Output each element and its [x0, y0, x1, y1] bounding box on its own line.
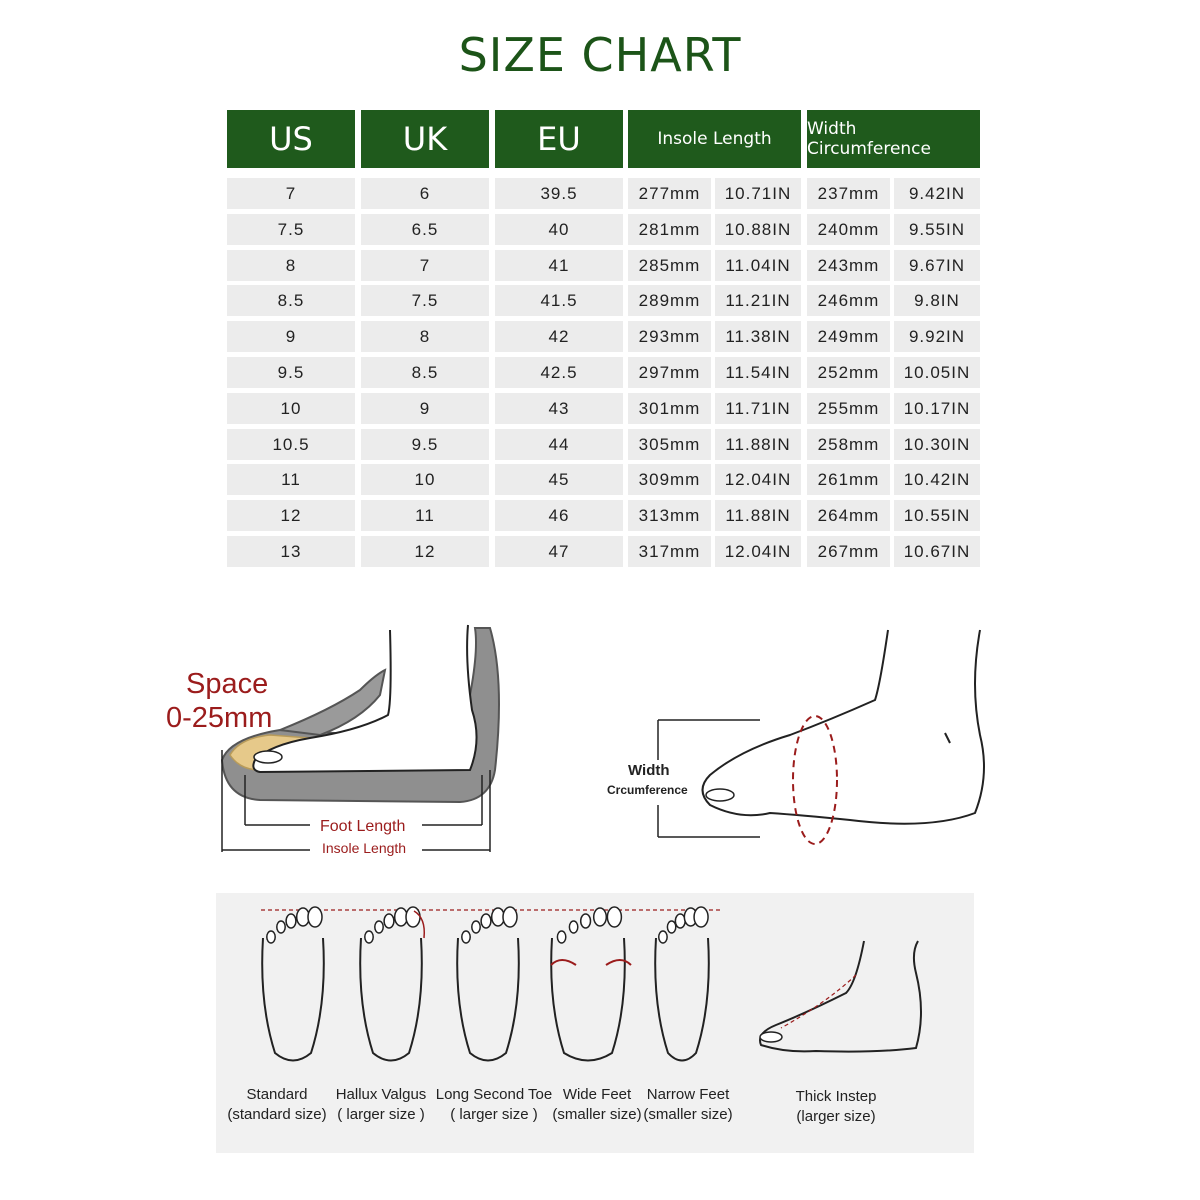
foot-type-note: (larger size): [796, 1108, 876, 1125]
insole-length-label: Insole Length: [322, 840, 407, 856]
circumference-label: Crcumference: [607, 783, 688, 797]
toe-shape: [286, 914, 296, 928]
foot-type-note: (smaller size): [552, 1106, 642, 1123]
foot-side-outline: [703, 630, 985, 824]
thick-instep-foot: [760, 941, 921, 1052]
foot-type-name: Wide Feet: [562, 1086, 632, 1103]
table-cell-insole-in: 11.04IN: [715, 250, 801, 281]
table-cell-insole-mm: 285mm: [628, 250, 711, 281]
width-label: Width: [628, 762, 670, 779]
table-cell-width-in: 9.55IN: [894, 214, 980, 245]
wide-arrow-right: [606, 960, 631, 965]
foot-sole-outline: [262, 938, 324, 1061]
table-cell-us: 12: [227, 500, 355, 531]
table-cell-uk: 9: [361, 393, 489, 424]
table-cell-width-mm: 261mm: [807, 464, 890, 495]
table-cell-uk: 6.5: [361, 214, 489, 245]
toe-shape: [659, 931, 667, 943]
table-cell-us: 9.5: [227, 357, 355, 388]
table-cell-width-in: 9.67IN: [894, 250, 980, 281]
table-cell-us: 8.5: [227, 285, 355, 316]
table-cell-insole-mm: 281mm: [628, 214, 711, 245]
foot-type-name: Long Second Toe: [435, 1086, 553, 1103]
toe-shape: [503, 907, 517, 927]
table-cell-insole-mm: 305mm: [628, 429, 711, 460]
toe-shape: [308, 907, 322, 927]
foot-type-name: Standard: [246, 1086, 308, 1103]
table-cell-us: 13: [227, 536, 355, 567]
page-title: SIZE CHART: [458, 28, 742, 82]
toe-shape: [406, 907, 420, 927]
header-width-circumference: Width Circumference: [807, 110, 980, 168]
table-cell-width-mm: 252mm: [807, 357, 890, 388]
table-cell-insole-in: 11.21IN: [715, 285, 801, 316]
foot-type-note: ( larger size ): [337, 1106, 425, 1123]
table-cell-width-in: 10.17IN: [894, 393, 980, 424]
table-cell-uk: 11: [361, 500, 489, 531]
table-cell-us: 10.5: [227, 429, 355, 460]
table-cell-insole-in: 12.04IN: [715, 464, 801, 495]
table-cell-us: 9: [227, 321, 355, 352]
toe-shape: [557, 931, 565, 943]
foot-sole-outline: [360, 938, 422, 1061]
table-cell-insole-mm: 277mm: [628, 178, 711, 209]
table-cell-width-mm: 258mm: [807, 429, 890, 460]
toe-shape: [375, 921, 383, 933]
space-label: Space: [186, 668, 269, 700]
table-cell-us: 11: [227, 464, 355, 495]
ankle-mark: [945, 733, 950, 743]
toe-shape: [472, 921, 480, 933]
foot-type-note: (standard size): [227, 1106, 327, 1123]
foot-sole-outline: [551, 938, 625, 1061]
space-range-label: 0-25mm: [166, 702, 273, 734]
table-cell-uk: 9.5: [361, 429, 489, 460]
table-cell-eu: 40: [495, 214, 623, 245]
table-cell-insole-in: 10.88IN: [715, 214, 801, 245]
table-cell-eu: 45: [495, 464, 623, 495]
table-cell-insole-in: 11.88IN: [715, 500, 801, 531]
table-cell-insole-in: 12.04IN: [715, 536, 801, 567]
header-us: US: [227, 110, 355, 168]
table-cell-eu: 44: [495, 429, 623, 460]
table-cell-us: 7.5: [227, 214, 355, 245]
foot-sole-outline: [457, 938, 519, 1061]
table-cell-eu: 47: [495, 536, 623, 567]
table-cell-width-mm: 246mm: [807, 285, 890, 316]
header-eu: EU: [495, 110, 623, 168]
table-cell-uk: 6: [361, 178, 489, 209]
table-cell-us: 7: [227, 178, 355, 209]
table-cell-insole-mm: 309mm: [628, 464, 711, 495]
table-cell-width-in: 9.42IN: [894, 178, 980, 209]
table-cell-width-in: 10.67IN: [894, 536, 980, 567]
table-cell-eu: 41: [495, 250, 623, 281]
table-cell-us: 8: [227, 250, 355, 281]
toe-shape: [694, 907, 708, 927]
table-cell-insole-in: 11.71IN: [715, 393, 801, 424]
table-cell-width-in: 9.92IN: [894, 321, 980, 352]
table-cell-width-in: 10.30IN: [894, 429, 980, 460]
foot-type-name: Narrow Feet: [646, 1086, 730, 1103]
toe-shape: [481, 914, 491, 928]
wide-arrow-left: [551, 960, 576, 965]
circumference-ellipse: [793, 716, 837, 844]
foot-type-name: Thick Instep: [795, 1088, 877, 1105]
toe-shape: [277, 921, 285, 933]
table-cell-insole-mm: 297mm: [628, 357, 711, 388]
toe-shape: [607, 907, 621, 927]
toenail-shape: [706, 789, 734, 801]
header-uk: UK: [361, 110, 489, 168]
table-cell-uk: 7: [361, 250, 489, 281]
table-cell-uk: 10: [361, 464, 489, 495]
table-cell-width-mm: 267mm: [807, 536, 890, 567]
table-cell-width-mm: 240mm: [807, 214, 890, 245]
table-cell-eu: 39.5: [495, 178, 623, 209]
table-cell-uk: 8.5: [361, 357, 489, 388]
table-cell-uk: 12: [361, 536, 489, 567]
header-insole-length: Insole Length: [628, 110, 801, 168]
table-cell-insole-mm: 289mm: [628, 285, 711, 316]
toe-shape: [462, 931, 470, 943]
table-cell-eu: 46: [495, 500, 623, 531]
table-cell-width-mm: 237mm: [807, 178, 890, 209]
toe-shape: [667, 921, 675, 933]
table-cell-us: 10: [227, 393, 355, 424]
table-cell-width-mm: 243mm: [807, 250, 890, 281]
table-cell-insole-in: 11.88IN: [715, 429, 801, 460]
table-cell-width-in: 9.8IN: [894, 285, 980, 316]
table-cell-width-in: 10.42IN: [894, 464, 980, 495]
table-cell-eu: 42.5: [495, 357, 623, 388]
table-cell-width-mm: 264mm: [807, 500, 890, 531]
table-cell-insole-mm: 301mm: [628, 393, 711, 424]
instep-dashed-line: [781, 975, 856, 1028]
table-cell-insole-mm: 317mm: [628, 536, 711, 567]
foot-type-name: Hallux Valgus: [335, 1086, 427, 1103]
table-cell-width-mm: 249mm: [807, 321, 890, 352]
foot-type-note: (smaller size): [643, 1106, 733, 1123]
table-cell-insole-in: 10.71IN: [715, 178, 801, 209]
table-cell-width-in: 10.55IN: [894, 500, 980, 531]
table-cell-insole-in: 11.54IN: [715, 357, 801, 388]
toe-shape: [569, 921, 577, 933]
table-cell-width-mm: 255mm: [807, 393, 890, 424]
table-cell-uk: 7.5: [361, 285, 489, 316]
toe-shape: [581, 914, 591, 928]
toenail-shape: [254, 751, 282, 763]
table-cell-uk: 8: [361, 321, 489, 352]
table-cell-width-in: 10.05IN: [894, 357, 980, 388]
table-cell-insole-in: 11.38IN: [715, 321, 801, 352]
toe-shape: [365, 931, 373, 943]
table-cell-eu: 41.5: [495, 285, 623, 316]
table-cell-insole-mm: 313mm: [628, 500, 711, 531]
foot-sole-outline: [655, 938, 709, 1061]
table-cell-eu: 43: [495, 393, 623, 424]
toe-shape: [267, 931, 275, 943]
foot-length-label: Foot Length: [320, 818, 406, 835]
table-cell-insole-mm: 293mm: [628, 321, 711, 352]
toe-shape: [384, 914, 394, 928]
toenail-shape: [760, 1032, 782, 1042]
toe-shape: [594, 908, 607, 926]
width-circumference-diagram: [600, 625, 1000, 855]
foot-type-note: ( larger size ): [450, 1106, 538, 1123]
table-cell-eu: 42: [495, 321, 623, 352]
